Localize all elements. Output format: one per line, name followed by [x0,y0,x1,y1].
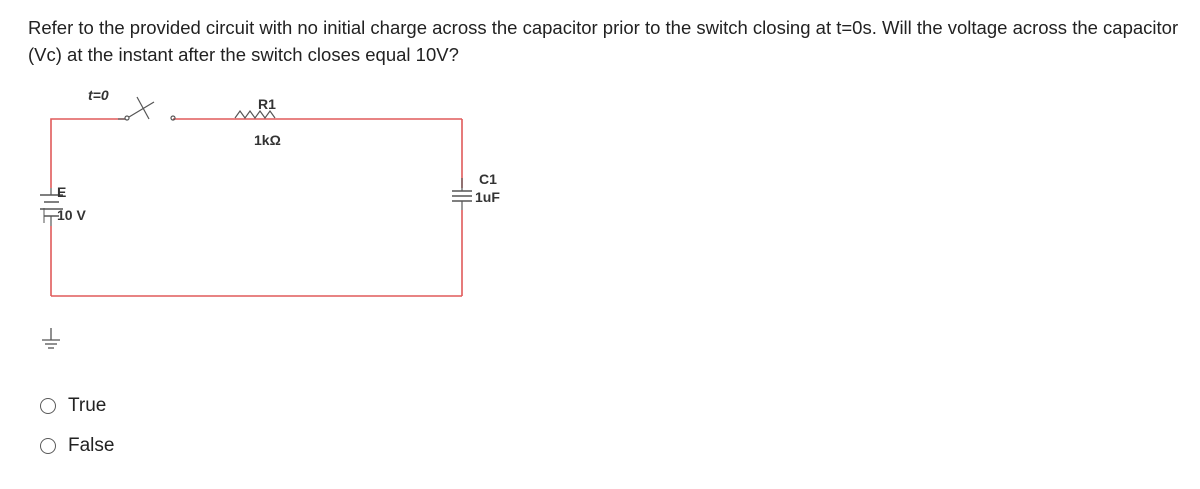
option-false[interactable] [40,426,114,466]
ground-symbol [42,328,60,348]
switch-symbol [118,97,175,120]
capacitor-symbol [452,178,472,210]
source-value: 10 V [57,207,86,223]
radio-true[interactable] [40,398,56,414]
question-text: Refer to the provided circuit with no initial charge across the capacitor prior to the switch closing at t=0s. Will the voltage across the capacitor (Vc) at the instant after the switch closes equal 10V? [28,17,1179,65]
capacitor-value: 1uF [475,189,500,205]
option-false-label: False [68,435,115,456]
switch-label: t=0 [88,87,109,103]
resistor-value: 1kΩ [254,132,281,148]
source-name: E [57,184,67,200]
resistor-symbol [235,111,275,118]
circuit-diagram [30,78,500,368]
top-left-wire [51,119,125,188]
option-true-label: True [68,395,107,416]
resistor-name: R1 [258,96,276,112]
answer-options [40,386,114,466]
radio-false[interactable] [40,438,56,454]
option-true[interactable] [40,386,114,426]
capacitor-name: C1 [479,171,497,187]
